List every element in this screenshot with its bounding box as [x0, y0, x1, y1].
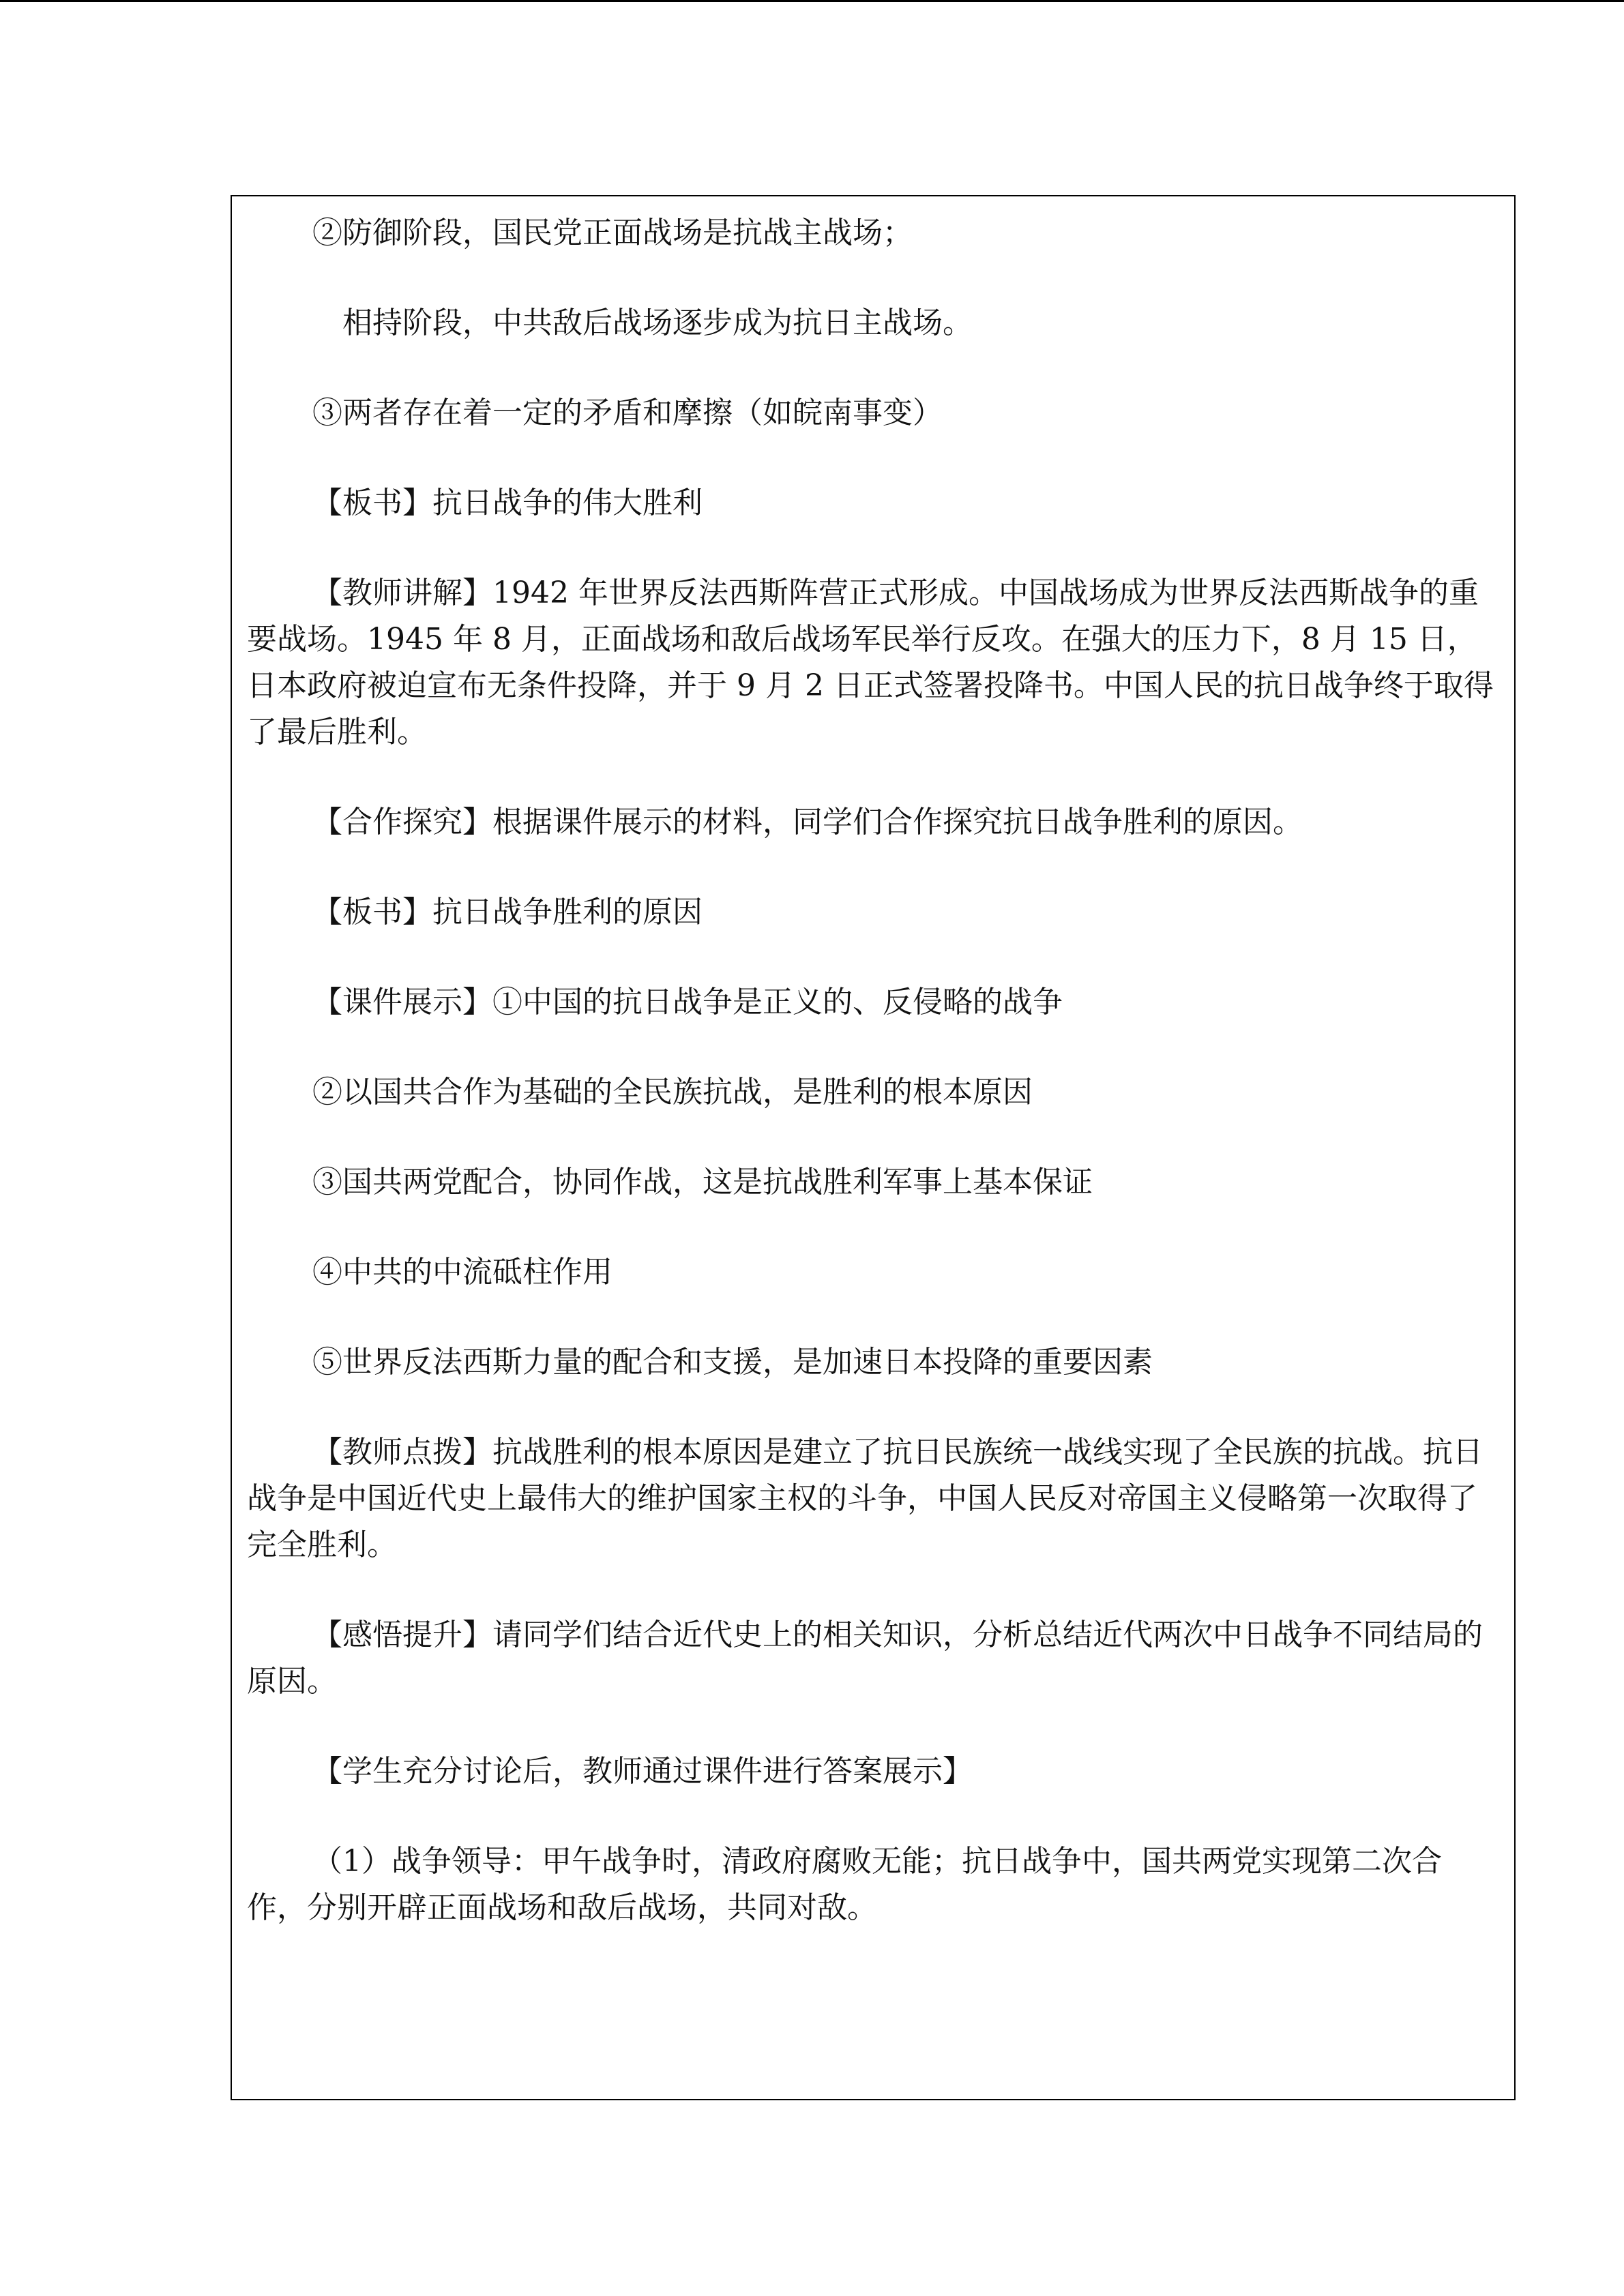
paragraph-defense-stage: ②防御阶段，国民党正面战场是抗战主战场； [312, 215, 913, 250]
paragraph-insight: 【感悟提升】请同学们结合近代史上的相关知识，分析总结近代两次中日战争不同结局的原因。 [247, 1617, 1483, 1699]
paragraph-stalemate-stage: 相持阶段，中共敌后战场逐步成为抗日主战场。 [342, 305, 973, 340]
paragraph-cooperative-inquiry: 【合作探究】根据课件展示的材料，同学们合作探究抗日战争胜利的原因。 [312, 805, 1303, 839]
paragraph-reason-2: ②以国共合作为基础的全民族抗战，是胜利的根本原因 [312, 1075, 1033, 1109]
paragraph-courseware-display: 【课件展示】①中国的抗日战争是正义的、反侵略的战争 [312, 985, 1063, 1019]
paragraph-reason-5: ⑤世界反法西斯力量的配合和支援，是加速日本投降的重要因素 [312, 1345, 1153, 1380]
paragraph-student-discussion: 【学生充分讨论后，教师通过课件进行答案展示】 [312, 1754, 973, 1789]
paragraph-reason-4: ④中共的中流砥柱作用 [312, 1255, 612, 1289]
paragraph-conflicts: ③两者存在着一定的矛盾和摩擦（如皖南事变） [312, 396, 943, 430]
page-top-rule [0, 0, 1624, 2]
lesson-content-box [231, 195, 1516, 2100]
paragraph-board-victory: 【板书】抗日战争的伟大胜利 [312, 486, 703, 520]
paragraph-board-reasons: 【板书】抗日战争胜利的原因 [312, 895, 703, 929]
paragraph-teacher-guidance: 【教师点拨】抗战胜利的根本原因是建立了抗日民族统一战线实现了全民族的抗战。抗日战争是中国近代史上最伟大的维护国家主权的斗争，中国人民反对帝国主义侵略第一次取得了完全胜利。 [247, 1435, 1483, 1562]
paragraph-teacher-explanation: 【教师讲解】1942 年世界反法西斯阵营正式形成。中国战场成为世界反法西斯战争的重要战场。1945 年 8 月，正面战场和敌后战场军民举行反攻。在强大的压力下，8 月 15 日，日本政府被迫宣布无条件投降，并于 9 月 2 日正式签署投降书。中国人民的抗日战争终于取得了最后胜利。 [247, 576, 1494, 749]
paragraph-reason-3: ③国共两党配合，协同作战，这是抗战胜利军事上基本保证 [312, 1165, 1093, 1199]
paragraph-war-leadership: （1）战争领导：甲午战争时，清政府腐败无能；抗日战争中，国共两党实现第二次合作，分别开辟正面战场和敌后战场，共同对敌。 [247, 1844, 1442, 1925]
